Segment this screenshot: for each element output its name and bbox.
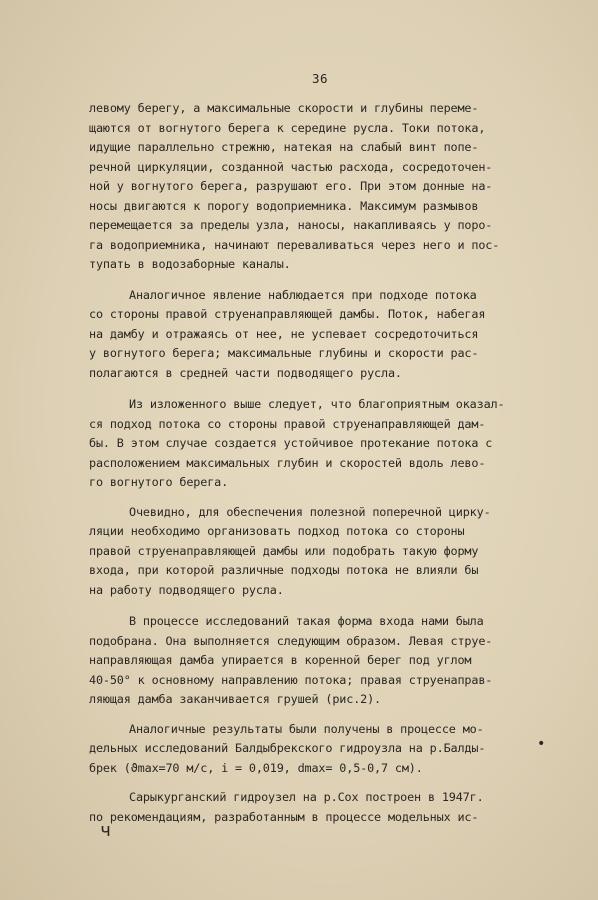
text-line: Сарыкурганский гидроузел на р.Сох построен в 1947г. — [129, 790, 484, 804]
text-line: ляющая дамба заканчивается грушей (рис.2). — [89, 692, 381, 706]
margin-dot-mark: • — [537, 736, 546, 752]
paragraph-5 — [89, 612, 549, 710]
text-line: носы двигаются к порогу водоприемника. Максимум размывов — [89, 198, 479, 213]
text-line: идущие параллельно стрежню, натекая на слабый винт попе- — [89, 140, 479, 154]
text-line: со стороны правой струенаправляющей дамбы. Поток, набегая — [89, 307, 486, 321]
text-line: 40-50° к основному направлению потока; правая струенаправ- — [89, 672, 493, 687]
text-line: на дамбу и отражаясь от нее, не успевает сосредоточиться — [89, 326, 479, 341]
body-text — [89, 99, 549, 837]
text-line: Очевидно, для обеспечения полезной поперечной цирку- — [129, 504, 491, 519]
paragraph-2 — [89, 286, 549, 384]
page-number: 36 — [311, 71, 329, 86]
text-line: левому берегу, а максимальные скорости и глубины переме- — [89, 101, 479, 115]
margin-pen-mark: ч — [100, 820, 111, 841]
text-line: ляции необходимо организовать подход потока со стороны — [89, 524, 465, 538]
text-line: бы. В этом случае создается устойчивое протекание потока с — [89, 436, 493, 450]
text-line: входа, при которой различные подходы потока не влияли бы — [89, 563, 479, 577]
text-line: Аналогичные результаты были получены в процессе мо- — [129, 721, 484, 736]
text-line: направляющая дамба упирается в коренной берег под углом — [89, 653, 472, 667]
text-line: полагаются в средней части подводящего русла. — [89, 365, 402, 380]
text-line: расположением максимальных глубин и скоростей вдоль лево- — [89, 455, 486, 470]
text-line: щаются от вогнутого берега к середине русла. Токи потока, — [89, 120, 486, 135]
paragraph-6 — [89, 720, 549, 779]
text-line: тупать в водозаборные каналы. — [89, 257, 291, 271]
text-line: брек (ϑmax=70 м/с, i = 0,019, dmax= 0,5-0,7 см). — [89, 760, 423, 775]
text-line: ной у вогнутого берега, разрушают его. При этом донные на- — [89, 179, 493, 193]
text-line: В процессе исследований такая форма входа нами была — [129, 614, 484, 628]
text-line: дельных исследований Балдыбрекского гидроузла на р.Балды- — [89, 741, 486, 755]
text-line: га водоприемника, начинают переваливаться через него и пос- — [89, 237, 500, 252]
paragraph-4 — [89, 503, 549, 601]
text-line: у вогнутого берега; максимальные глубины и скорости рас- — [89, 346, 479, 360]
text-line: го вогнутого берега. — [89, 475, 229, 489]
paragraph-3 — [89, 395, 549, 493]
text-line: перемещается за пределы узла, наносы, накапливаясь у поро- — [89, 218, 493, 232]
text-line: Из изложенного выше следует, что благоприятным оказал- — [129, 397, 505, 411]
text-line: по рекомендациям, разработанным в процессе модельных ис- — [89, 809, 479, 824]
text-line: подобрана. Она выполняется следующим образом. Левая струе- — [89, 633, 493, 648]
text-line: ся подход потока со стороны правой струенаправляющей дам- — [89, 416, 486, 431]
text-line: Аналогичное явление наблюдается при подходе потока — [129, 287, 477, 302]
text-line: на работу подводящего русла. — [89, 582, 284, 597]
text-line: речной циркуляции, созданной частью расхода, сосредоточен- — [89, 159, 493, 174]
paragraph-7 — [89, 788, 549, 827]
paragraph-1 — [89, 99, 549, 275]
text-line: правой струенаправляющей дамбы или подобрать такую форму — [89, 543, 479, 558]
